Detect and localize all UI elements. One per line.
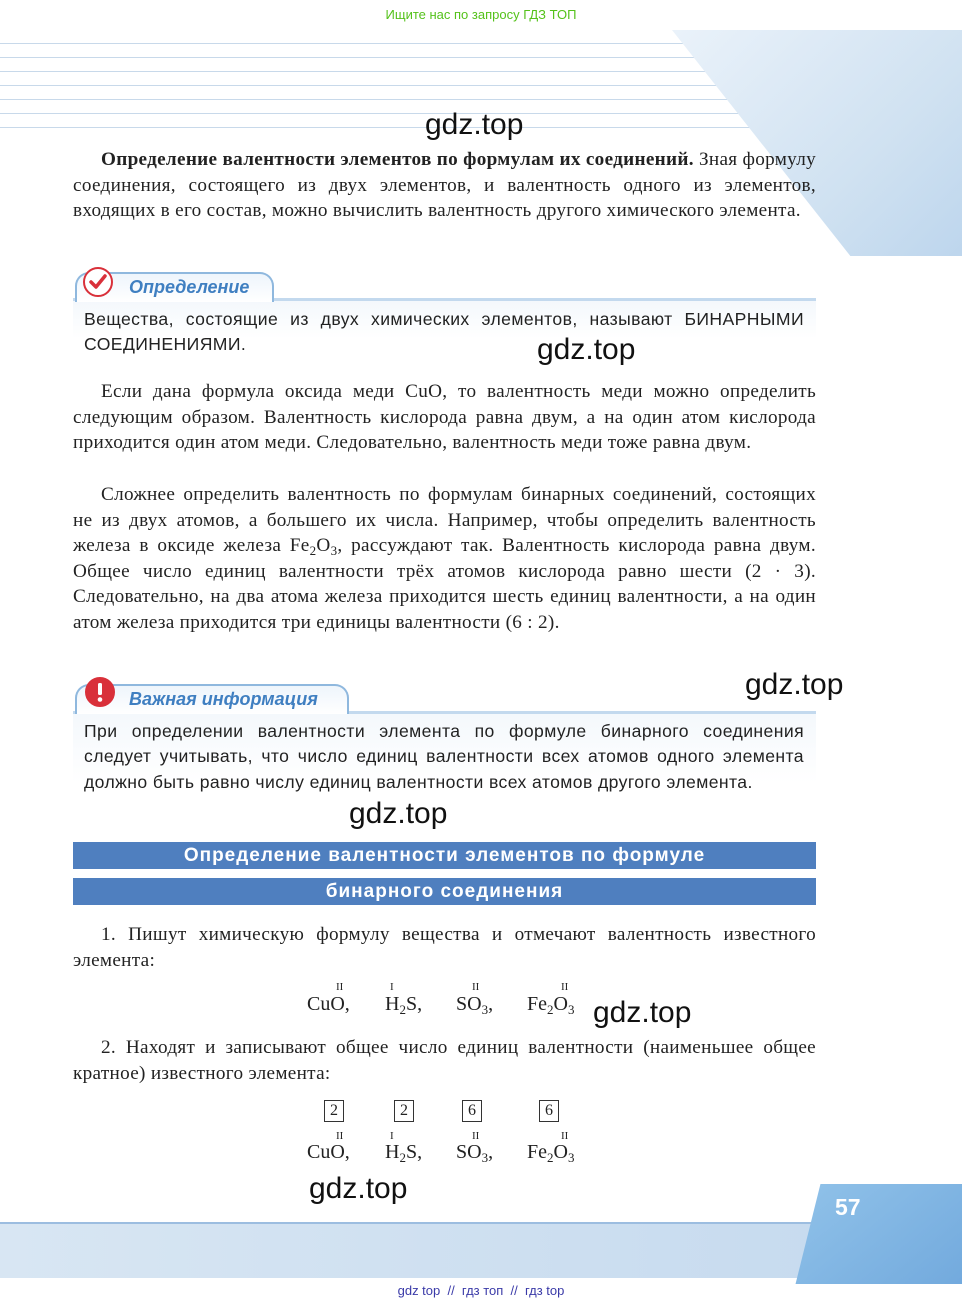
watermark: gdz.top: [593, 996, 692, 1029]
intro-heading: Определение валентности элементов по формулам их соединений.: [101, 149, 694, 170]
step-1: [73, 922, 816, 973]
step-1-text: 1. Пишут химическую формулу вещества и отмечают валентность известного элемента:: [73, 924, 816, 971]
formula-fe2o3: $Fe_2O_3$: [527, 993, 575, 1017]
lcm-box: 2: [324, 1100, 344, 1122]
valence-label: II: [472, 1130, 480, 1142]
watermark: gdz.top: [425, 108, 524, 141]
formula-cuo: CuO,: [307, 993, 350, 1015]
intro-paragraph: [73, 147, 816, 224]
valence-label: II: [336, 1130, 344, 1142]
bottom-note: gdz top // гдз топ // гдз top: [397, 1283, 565, 1298]
important-tab: [75, 684, 349, 714]
valence-label: I: [390, 981, 394, 993]
watermark: gdz.top: [309, 1172, 408, 1205]
formula-so3: $SO_3$,: [456, 993, 494, 1017]
subscript: 3: [330, 543, 338, 559]
section-banner-line2: бинарного соединения: [73, 878, 816, 905]
paragraph-fe2o3-text-a: Сложнее определить валентность по формулам бинарных соединений, состоящих не из двух атомов, а большего их числа. Например, чтобы определить валентность железа в оксиде железа Fe: [73, 484, 816, 557]
lcm-box: 6: [539, 1100, 559, 1122]
paragraph-cuo: [73, 379, 816, 456]
intro-text: Зная формулу соединения, состоящего из двух элементов, и валентность одного из элементов, входящих в его состав, можно вычислить валентность другого химического элемента.: [73, 149, 816, 222]
definition-label: Определение: [129, 277, 250, 297]
paragraph-fe2o3: [73, 482, 816, 636]
step-2: [73, 1035, 816, 1086]
check-icon: [83, 267, 113, 297]
valence-label: II: [561, 1130, 569, 1142]
subscript: 2: [309, 543, 317, 559]
top-note: Ищите нас по запросу ГДЗ ТОП: [385, 7, 577, 22]
exclamation-icon: [85, 677, 115, 707]
lcm-box: 6: [462, 1100, 482, 1122]
page-number: 57: [835, 1194, 861, 1220]
formula-so3: $SO_3$,: [456, 1141, 494, 1165]
valence-label: II: [561, 981, 569, 993]
step-2-text: 2. Находят и записывают общее число единиц валентности (наименьшее общее кратное) известного элемента:: [73, 1037, 816, 1084]
oxygen-symbol: O: [316, 535, 331, 557]
formula-fe2o3: $Fe_2O_3$: [527, 1141, 575, 1165]
valence-label: II: [472, 981, 480, 993]
formula-h2s: $H_2S$,: [385, 993, 423, 1017]
formula-h2s: $H_2S$,: [385, 1141, 423, 1165]
important-text: При определении валентности элемента по формуле бинарного соединения следует учитывать, что число единиц валентности всех атомов одного элемента должно быть равно числу единиц валентности всех атомов другого элемента.: [84, 721, 804, 792]
page-number-tab: [796, 1184, 962, 1284]
formula-cuo: CuO,: [307, 1141, 350, 1163]
lcm-box: 2: [394, 1100, 414, 1122]
paragraph-cuo-text: Если дана формула оксида меди CuO, то валентность меди можно определить следующим образом. Валентность кислорода равна двум, а на один атом кислорода приходится один атом меди. Следовательно, валентность меди тоже равна двум.: [73, 381, 816, 454]
section-banner-line1: Определение валентности элементов по формуле: [73, 842, 816, 869]
paragraph-fe2o3-text-b: , рассуждают так. Валентность кислорода равна двум. Общее число единиц валентности трёх атомов кислорода равно шести (2 · 3). Следовательно, на два атома железа приходится шесть единиц валентности, а на один атом железа приходится три единицы валентности (6 : 2).: [73, 535, 816, 633]
valence-label: I: [390, 1130, 394, 1142]
valence-label: II: [336, 981, 344, 993]
watermark: gdz.top: [349, 797, 448, 830]
important-label: Важная информация: [129, 689, 318, 709]
watermark: gdz.top: [537, 333, 636, 366]
definition-text: Вещества, состоящие из двух химических элементов, называют БИНАРНЫМИ СОЕДИНЕНИЯМИ.: [84, 309, 804, 355]
watermark: gdz.top: [745, 668, 844, 701]
